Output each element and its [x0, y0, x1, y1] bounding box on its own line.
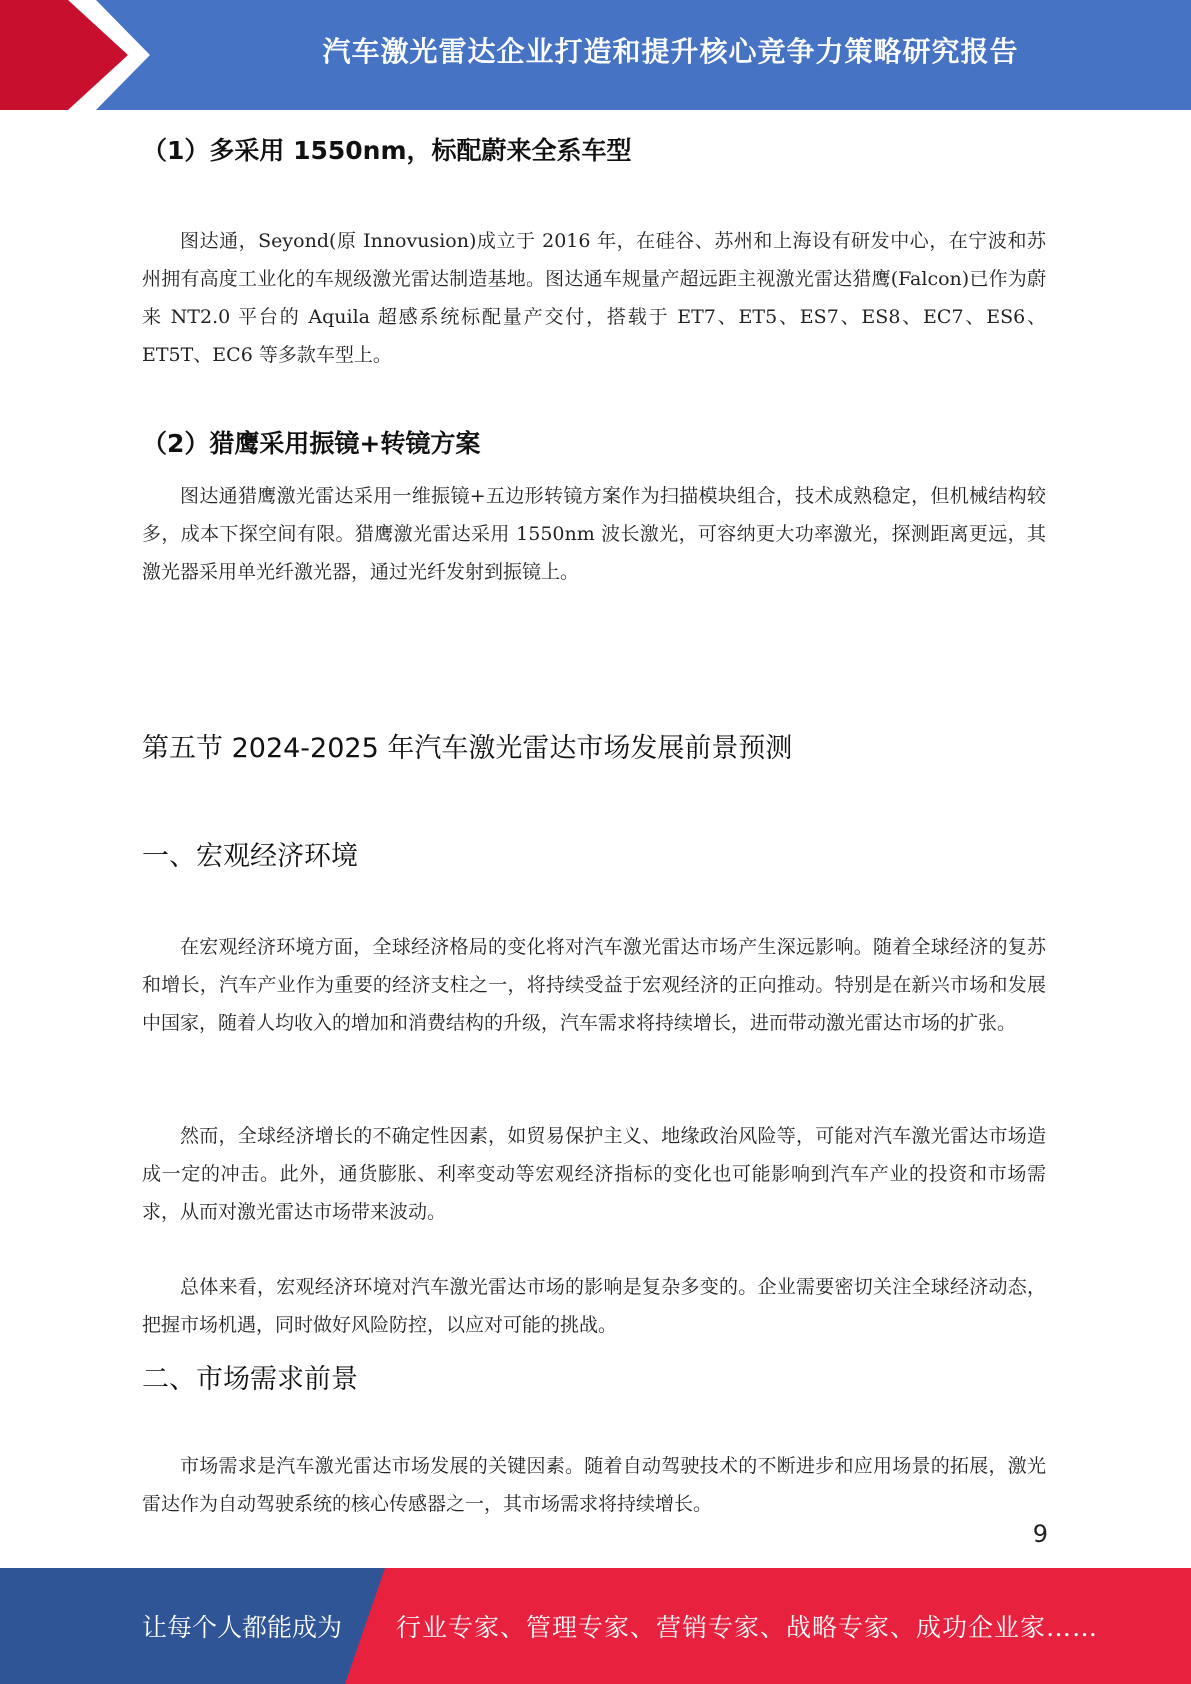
paragraph-falcon-scanning: 图达通猎鹰激光雷达采用一维振镜+五边形转镜方案作为扫描模块组合，技术成熟稳定，但机械结构较多，成本下探空间有限。猎鹰激光雷达采用 1550nm 波长激光，可容纳更大功率激光，探测距离更远，其激光器采用单光纤激光器，通过光纤发射到振镜上。 [142, 485, 1046, 583]
paragraph-macro-2: 然而，全球经济增长的不确定性因素，如贸易保护主义、地缘政治风险等，可能对汽车激光雷达市场造成一定的冲击。此外，通货膨胀、利率变动等宏观经济指标的变化也可能影响到汽车产业的投资和市场需求，从而对激光雷达市场带来波动。 [142, 1125, 1046, 1223]
paragraph-market-demand: 市场需求是汽车激光雷达市场发展的关键因素。随着自动驾驶技术的不断进步和应用场景的拓展，激光雷达作为自动驾驶系统的核心传感器之一，其市场需求将持续增长。 [142, 1455, 1046, 1515]
footer-slogan-right: 行业专家、管理专家、营销专家、战略专家、成功企业家…… [396, 1613, 1099, 1642]
subheading-1550nm: （1）多采用 1550nm，标配蔚来全系车型 [142, 136, 632, 165]
heading-macro-economy: 一、宏观经济环境 [142, 841, 358, 872]
paragraph-seyond-intro: 图达通，Seyond(原 Innovusion)成立于 2016 年，在硅谷、苏州和上海设有研发中心，在宁波和苏州拥有高度工业化的车规级激光雷达制造基地。图达通车规量产超远距主视激光雷达猎鹰(Falcon)已作为蔚来 NT2.0 平台的 Aquila 超感系统标配量产交付，搭载于 ET7、ET5、ES7、ES8、EC7、ES6、ET5T、EC6 等多款车型上。 [142, 230, 1046, 366]
heading-market-demand: 二、市场需求前景 [142, 1364, 358, 1395]
report-title: 汽车激光雷达企业打造和提升核心竞争力策略研究报告 [322, 35, 1019, 68]
paragraph-macro-3: 总体来看，宏观经济环境对汽车激光雷达市场的影响是复杂多变的。企业需要密切关注全球经济动态，把握市场机遇，同时做好风险防控，以应对可能的挑战。 [142, 1276, 1046, 1336]
paragraph-macro-1: 在宏观经济环境方面，全球经济格局的变化将对汽车激光雷达市场产生深远影响。随着全球经济的复苏和增长，汽车产业作为重要的经济支柱之一，将持续受益于宏观经济的正向推动。特别是在新兴市场和发展中国家，随着人均收入的增加和消费结构的升级，汽车需求将持续增长，进而带动激光雷达市场的扩张。 [142, 936, 1046, 1034]
section-heading-forecast: 第五节 2024-2025 年汽车激光雷达市场发展前景预测 [142, 733, 793, 764]
page-header [0, 0, 1191, 110]
page-footer [0, 1568, 1191, 1684]
footer-slogan-left: 让每个人都能成为 [142, 1613, 343, 1642]
header-arrow-decoration [0, 0, 160, 110]
subheading-falcon-scanning: （2）猎鹰采用振镜+转镜方案 [142, 429, 481, 458]
page-number: 9 [1032, 1520, 1048, 1548]
